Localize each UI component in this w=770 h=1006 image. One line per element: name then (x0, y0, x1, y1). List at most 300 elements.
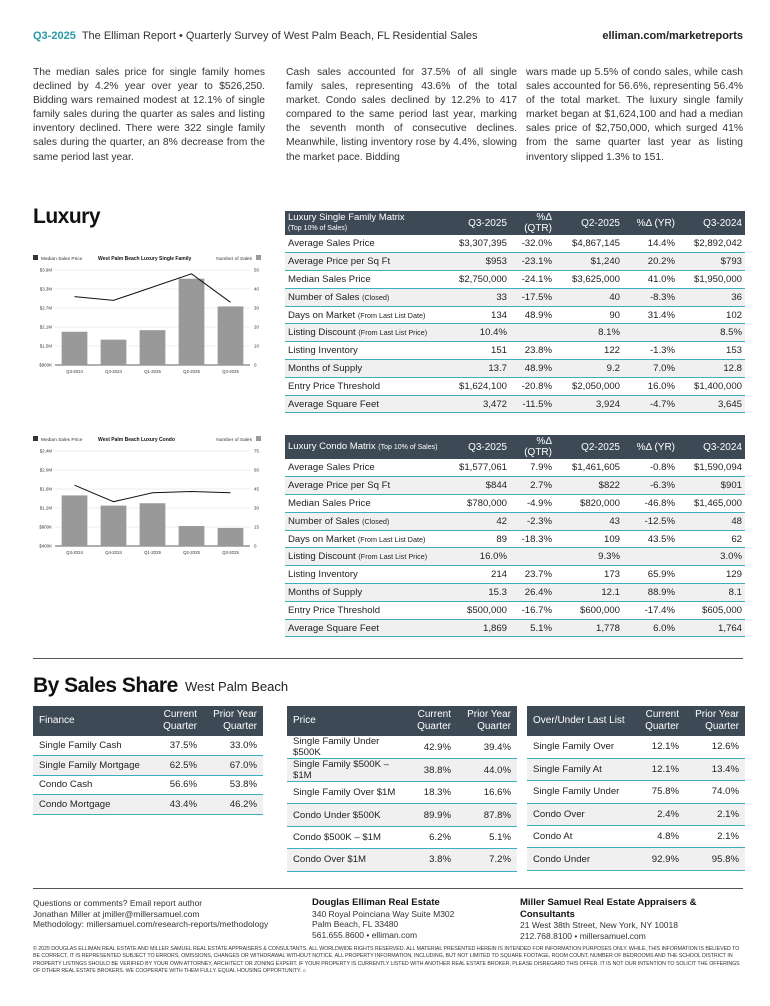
x-tick-label: Q1-2025 (144, 369, 161, 374)
sf-matrix-cell: 48.9% (510, 360, 555, 378)
sf-matrix-label-note: (From Last List Price) (358, 328, 428, 338)
condo-col-header: Q3-2025 (448, 435, 510, 459)
condo-matrix-cell: -46.8% (623, 495, 678, 513)
price-cell: 5.1% (457, 826, 517, 848)
sf-matrix-cell: -1.3% (623, 342, 678, 360)
x-tick-label: Q3-2024 (66, 550, 83, 555)
sf-matrix-cell: 151 (448, 342, 510, 360)
condo-matrix-row (285, 477, 745, 495)
y2-tick-label: 60 (254, 467, 259, 473)
condo-matrix-cell: -12.5% (623, 512, 678, 530)
condo-matrix-label-text: Average Sales Price (288, 462, 375, 474)
sf-matrix-cell: -17.5% (510, 288, 555, 306)
condo-matrix-cell: $1,590,094 (678, 459, 745, 477)
x-tick-label: Q1-2025 (144, 550, 161, 555)
condo-matrix-row-label (285, 619, 448, 637)
price-cell: 89.9% (409, 804, 457, 826)
intro-column-1: The median sales price for single family homes declined by 4.2% year over year to $526,250. Bidding wars remained modest at 12.1% of single family sales during the quarter as sales and listing inventory declined. There were 322 single family sales during the quarter, an 8% decrease from the same period last year. (33, 67, 265, 163)
sf-matrix-row (285, 360, 745, 378)
bar (62, 495, 88, 546)
finance-row (33, 736, 263, 756)
legal-text: © 2025 DOUGLAS ELLIMAN REAL ESTATE AND MILLER SAMUEL REAL ESTATE APPRAISERS & CONSULTANTS. ALL WORLDWIDE RIGHTS RESERVED. ALL MATERIAL PRESENTED HEREIN IS INTENDED FOR INFORMATION PURPOSES ONLY. WHILE, THIS INFORMATION IS BELIEVED TO BE CORRECT, IT IS REPRESENTED SUBJECT TO ERRORS, OMISSIONS, CHANGES OR WITHDRAWAL WITHOUT NOTICE. ALL PROPERTY INFORMATION, INCLUDING, BUT NOT LIMITED TO SQUARE FOOTAGE, ROOM COUNT, NUMBER OF BEDROOMS AND THE SCHOOL DISTRICT IN PROPERTY LISTINGS SHOULD BE VERIFIED BY YOUR OWN ATTORNEY, ARCHITECT OR ZONING EXPERT. IF YOUR PROPERTY IS CURRENTLY LISTED WITH ANOTHER REAL ESTATE BROKER, PLEASE DISREGARD THIS OFFER. IT IS NOT OUR INTENTION TO SOLICIT THE OFFERINGS OF OTHER REAL ESTATE BROKERS. WE COOPERATE WITH THEM FULLY. EQUAL HOUSING OPPORTUNITY. (33, 946, 740, 975)
condo-matrix-row (285, 530, 745, 548)
condo-matrix-label-note: (Closed) (362, 516, 390, 526)
sf-matrix-cell: 33 (448, 288, 510, 306)
sf-matrix-cell: $1,240 (555, 253, 623, 271)
sf-matrix-label-text: Median Sales Price (288, 273, 371, 285)
sf-matrix-label-note: (Closed) (362, 292, 390, 302)
price-cell: 38.8% (409, 759, 457, 782)
sf-matrix-cell: 23.8% (510, 342, 555, 360)
condo-matrix-cell: 1,764 (678, 619, 745, 637)
finance-cell: 53.8% (203, 775, 263, 795)
sf-matrix-row-label (285, 306, 448, 324)
x-tick-label: Q3-2025 (222, 550, 239, 555)
condo-matrix-cell (510, 548, 555, 566)
bar (179, 526, 205, 546)
elliman-address-2: Palm Beach, FL 33480 (312, 919, 399, 929)
footer-elliman (312, 897, 512, 940)
x-tick-label: Q2-2025 (183, 369, 200, 374)
sf-matrix-label-text: Number of Sales (288, 291, 360, 303)
condo-matrix-cell: 26.4% (510, 584, 555, 602)
sf-matrix-row (285, 253, 745, 271)
sf-matrix-row (285, 235, 745, 253)
condo-matrix-row (285, 512, 745, 530)
section-divider (33, 658, 743, 659)
price-cell: 39.4% (457, 736, 517, 759)
report-quarter: Q3-2025 (33, 30, 76, 42)
bar (140, 503, 166, 546)
over-under-cell: 2.1% (685, 803, 745, 825)
condo-col-header: %Δ (YR) (623, 435, 678, 459)
price-row (287, 804, 517, 826)
condo-matrix-cell: 48 (678, 512, 745, 530)
condo-matrix-row-label (285, 477, 448, 495)
condo-matrix-row (285, 566, 745, 584)
over-under-cell: 4.8% (637, 826, 685, 848)
finance-header: Current Quarter (153, 706, 203, 736)
miller-samuel-contact[interactable]: 212.768.8100 • millersamuel.com (520, 930, 646, 941)
finance-cell: Condo Mortgage (33, 795, 153, 815)
condo-matrix-label-text: Listing Inventory (288, 569, 358, 581)
condo-matrix-cell: 173 (555, 566, 623, 584)
luxury-condo-matrix (285, 435, 745, 637)
elliman-contact[interactable]: 561.655.8600 • elliman.com (312, 929, 418, 940)
bar (62, 332, 88, 365)
price-row (287, 736, 517, 759)
sf-matrix-cell: 13.7 (448, 360, 510, 378)
intro-column-2: Cash sales accounted for 37.5% of all single family sales, representing 43.6% of the total market. Condo sales declined by 12.2% to 417 compared to the same period last year, marking the seventh month of consecutive declines. Meanwhile, listing inventory rose by 4.4%, slowing the market pace. Bidding (286, 67, 517, 163)
sf-matrix-cell: $1,624,100 (448, 377, 510, 395)
condo-matrix-label-text: Months of Supply (288, 586, 363, 598)
sf-matrix-label-text: Average Price per Sq Ft (288, 256, 391, 268)
sf-matrix-cell: 134 (448, 306, 510, 324)
price-cell: 16.6% (457, 782, 517, 804)
condo-matrix-cell: 5.1% (510, 619, 555, 637)
finance-cell: 33.0% (203, 736, 263, 756)
condo-matrix-cell: 214 (448, 566, 510, 584)
condo-matrix-cell: 2.7% (510, 477, 555, 495)
legend-swatch-right (256, 255, 261, 260)
condo-matrix-cell: 1,869 (448, 619, 510, 637)
condo-matrix-cell: -0.8% (623, 459, 678, 477)
sf-col-header: Q3-2024 (678, 211, 745, 235)
sf-matrix-cell: -4.7% (623, 395, 678, 413)
condo-matrix-cell: $1,577,061 (448, 459, 510, 477)
sf-matrix-cell: 31.4% (623, 306, 678, 324)
finance-cell: 67.0% (203, 756, 263, 776)
price-cell: 18.3% (409, 782, 457, 804)
sales-share-title: By Sales Share (33, 674, 178, 697)
condo-matrix-row-label (285, 459, 448, 477)
condo-matrix-row-label (285, 495, 448, 513)
condo-matrix-cell: 89 (448, 530, 510, 548)
sf-matrix-cell: 90 (555, 306, 623, 324)
price-cell: Condo Over $1M (287, 849, 409, 871)
condo-matrix-row-label (285, 584, 448, 602)
sf-matrix-cell: -32.0% (510, 235, 555, 253)
y2-tick-label: 0 (254, 543, 257, 549)
sf-matrix-cell: 40 (555, 288, 623, 306)
condo-matrix-cell: 3.0% (678, 548, 745, 566)
sf-matrix-row-label (285, 377, 448, 395)
finance-cell: 62.5% (153, 756, 203, 776)
luxury-sf-matrix (285, 211, 745, 413)
sf-matrix-cell: 3,472 (448, 395, 510, 413)
x-tick-label: Q4-2024 (105, 369, 122, 374)
price-header: Current Quarter (409, 706, 457, 736)
condo-matrix-cell: $822 (555, 477, 623, 495)
y-tick-label: $3.3M (39, 286, 52, 292)
finance-row (33, 775, 263, 795)
legend-swatch-left (33, 255, 38, 260)
bar (218, 306, 244, 365)
over-under-share-table (527, 706, 745, 871)
price-cell: Single Family Under $500K (287, 736, 409, 759)
price-share-table (287, 706, 517, 872)
number-of-sales-line (75, 485, 231, 501)
sf-matrix-row (285, 342, 745, 360)
price-row (287, 849, 517, 871)
finance-cell: Single Family Cash (33, 736, 153, 756)
condo-matrix-row (285, 619, 745, 637)
sf-col-header: Q2-2025 (555, 211, 623, 235)
price-cell: Condo Under $500K (287, 804, 409, 826)
report-url-link[interactable]: elliman.com/marketreports (602, 30, 743, 42)
condo-matrix-cell: 88.9% (623, 584, 678, 602)
price-row (287, 826, 517, 848)
y2-tick-label: 75 (254, 448, 259, 454)
over-under-cell: 74.0% (685, 781, 745, 803)
equal-housing-icon: ⌂ (302, 968, 306, 975)
y2-tick-label: 45 (254, 486, 259, 492)
condo-matrix-row (285, 548, 745, 566)
sf-matrix-cell: 8.5% (678, 324, 745, 342)
condo-matrix-row (285, 601, 745, 619)
condo-matrix-cell: $844 (448, 477, 510, 495)
price-cell: 6.2% (409, 826, 457, 848)
condo-matrix-cell: 42 (448, 512, 510, 530)
condo-matrix-cell: 16.0% (448, 548, 510, 566)
over-under-cell: Single Family Over (527, 736, 637, 758)
over-under-cell: 2.4% (637, 803, 685, 825)
sf-matrix-label-text: Listing Discount (288, 327, 356, 339)
x-tick-label: Q4-2024 (105, 550, 122, 555)
condo-matrix-label-text: Number of Sales (288, 515, 360, 527)
sf-matrix-cell: $3,625,000 (555, 271, 623, 289)
condo-matrix-cell: -6.3% (623, 477, 678, 495)
condo-matrix-row (285, 459, 745, 477)
sf-matrix-label-text: Months of Supply (288, 362, 363, 374)
condo-matrix-title-cell (285, 435, 448, 459)
sf-matrix-label-text: Entry Price Threshold (288, 380, 381, 392)
over-under-cell: Condo At (527, 826, 637, 848)
condo-matrix-cell: 1,778 (555, 619, 623, 637)
condo-matrix-cell: $1,465,000 (678, 495, 745, 513)
over-under-row (527, 781, 745, 803)
y-tick-label: $1.2M (39, 505, 52, 511)
finance-cell: 37.5% (153, 736, 203, 756)
finance-cell: 43.4% (153, 795, 203, 815)
over-under-row (527, 826, 745, 848)
sf-matrix-cell: $793 (678, 253, 745, 271)
sf-matrix-cell (623, 324, 678, 342)
sf-matrix-row (285, 377, 745, 395)
bar (179, 279, 205, 365)
condo-matrix-cell: 23.7% (510, 566, 555, 584)
sf-matrix-row-label (285, 360, 448, 378)
sf-matrix-cell: -20.8% (510, 377, 555, 395)
y-tick-label: $2.7M (39, 305, 52, 311)
y-tick-label: $2.0M (39, 467, 52, 473)
sf-matrix-cell: $953 (448, 253, 510, 271)
sf-matrix-cell: $1,950,000 (678, 271, 745, 289)
over-under-cell: 13.4% (685, 758, 745, 780)
sf-matrix-row (285, 395, 745, 413)
price-cell: 87.8% (457, 804, 517, 826)
y-tick-label: $400K (39, 543, 52, 549)
y-tick-label: $2.4M (39, 448, 52, 454)
over-under-row (527, 736, 745, 758)
condo-matrix-row-label (285, 566, 448, 584)
sf-matrix-label-text: Listing Inventory (288, 345, 358, 357)
over-under-cell: Condo Over (527, 803, 637, 825)
sf-matrix-row-label (285, 271, 448, 289)
sf-matrix-row (285, 271, 745, 289)
over-under-header: Prior Year Quarter (685, 706, 745, 736)
elliman-name: Douglas Elliman Real Estate (312, 897, 440, 908)
finance-share-table (33, 706, 263, 815)
y-tick-label: $900K (39, 362, 52, 368)
footer-author-email[interactable]: Jonathan Miller at jmiller@millersamuel.com (33, 908, 200, 919)
condo-matrix-cell: 129 (678, 566, 745, 584)
sf-matrix-cell: $2,892,042 (678, 235, 745, 253)
over-under-row (527, 803, 745, 825)
condo-matrix-cell: $605,000 (678, 601, 745, 619)
sf-col-header: %Δ (YR) (623, 211, 678, 235)
sales-share-subtitle: West Palm Beach (185, 679, 289, 694)
sf-matrix-cell: 122 (555, 342, 623, 360)
condo-matrix-cell: 12.1 (555, 584, 623, 602)
y2-tick-label: 30 (254, 505, 259, 511)
sf-matrix-cell: 20.2% (623, 253, 678, 271)
y-tick-label: $3.9M (39, 267, 52, 273)
over-under-row (527, 758, 745, 780)
luxury-section-title: Luxury (33, 205, 101, 228)
sf-col-header: Q3-2025 (448, 211, 510, 235)
sf-matrix-title-cell (285, 211, 448, 235)
sf-matrix-label-note: (From Last List Date) (357, 310, 426, 320)
y2-tick-label: 15 (254, 524, 259, 530)
sf-matrix-cell: 8.1% (555, 324, 623, 342)
sf-matrix-cell: $3,307,395 (448, 235, 510, 253)
condo-matrix-cell: 43 (555, 512, 623, 530)
y-tick-label: $2.1M (39, 324, 52, 330)
finance-cell: Single Family Mortgage (33, 756, 153, 776)
sf-matrix-cell: 3,645 (678, 395, 745, 413)
sf-matrix-cell: 41.0% (623, 271, 678, 289)
sf-matrix-row (285, 288, 745, 306)
condo-matrix-row-label (285, 548, 448, 566)
price-header: Price (287, 706, 409, 736)
sf-matrix-cell: 7.0% (623, 360, 678, 378)
finance-cell: 56.6% (153, 775, 203, 795)
y2-tick-label: 50 (254, 267, 259, 273)
condo-matrix-cell: -16.7% (510, 601, 555, 619)
price-cell: 42.9% (409, 736, 457, 759)
condo-matrix-row-label (285, 530, 448, 548)
over-under-cell: 75.8% (637, 781, 685, 803)
legend-label-right: Number of Sales (216, 257, 252, 262)
condo-col-header: %Δ (QTR) (510, 435, 555, 459)
bar (140, 330, 166, 365)
luxury-sf-chart (33, 252, 268, 385)
sf-matrix-cell: 153 (678, 342, 745, 360)
legal-disclaimer (33, 946, 745, 976)
condo-matrix-cell: -2.3% (510, 512, 555, 530)
sf-matrix-cell: 36 (678, 288, 745, 306)
price-row (287, 782, 517, 804)
y2-tick-label: 0 (254, 362, 257, 368)
number-of-sales-line (75, 274, 231, 303)
x-tick-label: Q2-2025 (183, 550, 200, 555)
over-under-cell: Single Family At (527, 758, 637, 780)
footer-divider (33, 888, 743, 889)
condo-matrix-label-note: (From Last List Date) (357, 534, 426, 544)
sf-matrix-cell (510, 324, 555, 342)
sf-col-header: %Δ (QTR) (510, 211, 555, 235)
sf-matrix-cell: 9.2 (555, 360, 623, 378)
sf-matrix-cell: $2,050,000 (555, 377, 623, 395)
condo-matrix-cell: 6.0% (623, 619, 678, 637)
sf-matrix-cell: 3,924 (555, 395, 623, 413)
sf-matrix-cell: 14.4% (623, 235, 678, 253)
price-cell: Single Family Over $1M (287, 782, 409, 804)
bar (218, 528, 244, 546)
sf-matrix-cell: 48.9% (510, 306, 555, 324)
condo-matrix-cell: $1,461,605 (555, 459, 623, 477)
legend-label-left: Median Sales Price (41, 438, 83, 443)
condo-matrix-row-label (285, 512, 448, 530)
finance-header: Prior Year Quarter (203, 706, 263, 736)
condo-matrix-subtitle: (Top 10% of Sales) (378, 443, 438, 451)
sf-matrix-cell: 16.0% (623, 377, 678, 395)
condo-matrix-cell: 62 (678, 530, 745, 548)
miller-samuel-address: 21 West 38th Street, New York, NY 10018 (520, 920, 678, 930)
sf-matrix-label-text: Days on Market (288, 309, 356, 321)
condo-matrix-row (285, 584, 745, 602)
condo-matrix-cell: 7.9% (510, 459, 555, 477)
condo-matrix-cell: $780,000 (448, 495, 510, 513)
sf-matrix-row (285, 306, 745, 324)
condo-matrix-label-note: (From Last List Price) (358, 552, 428, 562)
condo-matrix-cell (623, 548, 678, 566)
over-under-cell: 92.9% (637, 848, 685, 870)
condo-matrix-cell: -4.9% (510, 495, 555, 513)
y2-tick-label: 10 (254, 343, 259, 349)
condo-matrix-cell: 109 (555, 530, 623, 548)
sf-matrix-row-label (285, 253, 448, 271)
sf-matrix-cell: -24.1% (510, 271, 555, 289)
condo-matrix-label-text: Median Sales Price (288, 497, 371, 509)
sf-matrix-label-text: Average Square Feet (288, 398, 380, 410)
luxury-condo-chart-svg (33, 433, 268, 561)
sf-matrix-cell: 10.4% (448, 324, 510, 342)
over-under-cell: Single Family Under (527, 781, 637, 803)
y2-tick-label: 40 (254, 286, 259, 292)
legend-label-right: Number of Sales (216, 438, 252, 443)
price-cell: Single Family $500K – $1M (287, 759, 409, 782)
miller-samuel-name: Miller Samuel Real Estate Appraisers & Consultants (520, 897, 697, 920)
condo-matrix-cell: -18.3% (510, 530, 555, 548)
y-tick-label: $1.6M (39, 486, 52, 492)
finance-header: Finance (33, 706, 153, 736)
bar (101, 506, 127, 546)
condo-matrix-cell: $600,000 (555, 601, 623, 619)
over-under-cell: Condo Under (527, 848, 637, 870)
sf-matrix-subtitle: (Top 10% of Sales) (288, 224, 348, 232)
x-tick-label: Q3-2024 (66, 369, 83, 374)
footer-methodology-link[interactable]: Methodology: millersamuel.com/research-reports/methodology (33, 919, 269, 929)
report-title: The Elliman Report • Quarterly Survey of West Palm Beach, FL Residential Sales (81, 30, 478, 42)
price-row (287, 759, 517, 782)
condo-matrix-cell: 9.3% (555, 548, 623, 566)
over-under-cell: 12.1% (637, 758, 685, 780)
sf-matrix-label-text: Average Sales Price (288, 238, 375, 250)
condo-matrix-cell: 43.5% (623, 530, 678, 548)
luxury-sf-chart-svg (33, 252, 268, 380)
luxury-condo-chart (33, 433, 268, 566)
price-cell: 3.8% (409, 849, 457, 871)
report-header (33, 30, 478, 42)
condo-col-header: Q3-2024 (678, 435, 745, 459)
chart-title: West Palm Beach Luxury Condo (98, 437, 175, 443)
finance-cell: Condo Cash (33, 775, 153, 795)
finance-row (33, 795, 263, 815)
over-under-cell: 12.6% (685, 736, 745, 758)
sf-matrix-cell: -8.3% (623, 288, 678, 306)
condo-matrix-label-text: Days on Market (288, 533, 356, 545)
over-under-cell: 12.1% (637, 736, 685, 758)
y-tick-label: $1.5M (39, 343, 52, 349)
condo-matrix-cell: 8.1 (678, 584, 745, 602)
y2-tick-label: 20 (254, 324, 259, 330)
over-under-cell: 95.8% (685, 848, 745, 870)
legend-swatch-left (33, 436, 38, 441)
condo-matrix-title: Luxury Condo Matrix (288, 440, 376, 452)
sf-matrix-row-label (285, 342, 448, 360)
